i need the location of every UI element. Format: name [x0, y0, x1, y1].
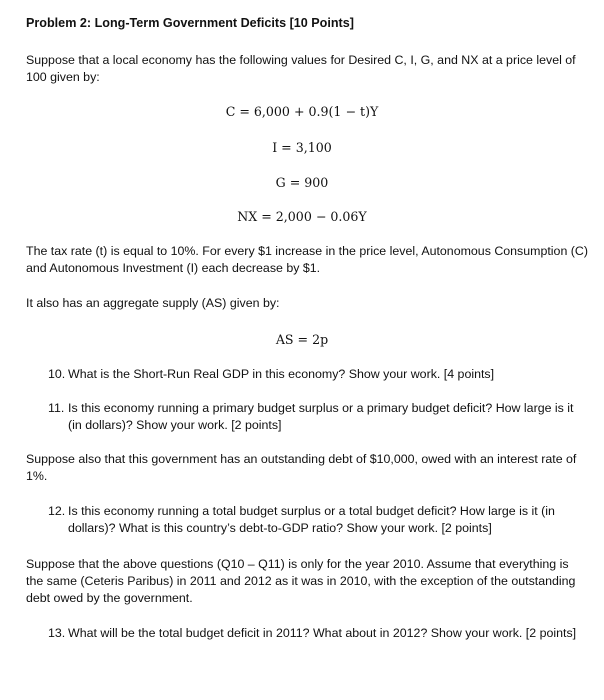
question-text: Is this economy running a total budget surplus or a total budget deficit? How large is it (in dollars)? What is this country’s debt-to-GDP ratio? Show your work. [2 points] — [68, 504, 555, 535]
question-10 — [48, 366, 588, 383]
years-paragraph: Suppose that the above questions (Q10 – Q11) is only for the year 2010. Assume that everything is the same (Ceteris Paribus) in 2011 and 2012 as it was in 2010, with the exception of the outstanding debt owed by the government. — [26, 557, 576, 605]
equation-aggregate-supply: AS = 2p — [275, 332, 329, 347]
intro-paragraph: Suppose that a local economy has the following values for Desired C, I, G, and NX at a price level of 100 given by: — [26, 53, 576, 84]
question-text: What will be the total budget deficit in 2011? What about in 2012? Show your work. [2 points] — [68, 626, 577, 640]
equation-government: G = 900 — [275, 175, 329, 190]
equation-investment: I = 3,100 — [272, 140, 332, 155]
question-11 — [48, 400, 588, 434]
question-text: What is the Short-Run Real GDP in this economy? Show your work. [4 points] — [68, 367, 495, 381]
debt-paragraph: Suppose also that this government has an outstanding debt of $10,000, owed with an interest rate of 1%. — [26, 452, 577, 483]
problem-title: Problem 2: Long-Term Government Deficits [10 Points] — [26, 16, 354, 30]
question-12 — [48, 503, 588, 537]
question-number: 13. — [48, 626, 66, 640]
as-intro-paragraph: It also has an aggregate supply (AS) given by: — [26, 296, 280, 310]
question-13 — [48, 625, 588, 642]
equation-net-exports: NX = 2,000 − 0.06Y — [237, 209, 367, 224]
tax-paragraph: The tax rate (t) is equal to 10%. For every $1 increase in the price level, Autonomous Consumption (C) and Autonomous Investment (I) each decrease by $1. — [26, 244, 588, 275]
question-number: 11. — [48, 401, 65, 415]
question-number: 10. — [48, 367, 66, 381]
question-number: 12. — [48, 504, 66, 518]
equation-consumption: C = 6,000 + 0.9(1 − t)Y — [225, 104, 379, 119]
question-text: Is this economy running a primary budget surplus or a primary budget deficit? How large is it (in dollars)? Show your work. [2 points] — [68, 401, 574, 432]
